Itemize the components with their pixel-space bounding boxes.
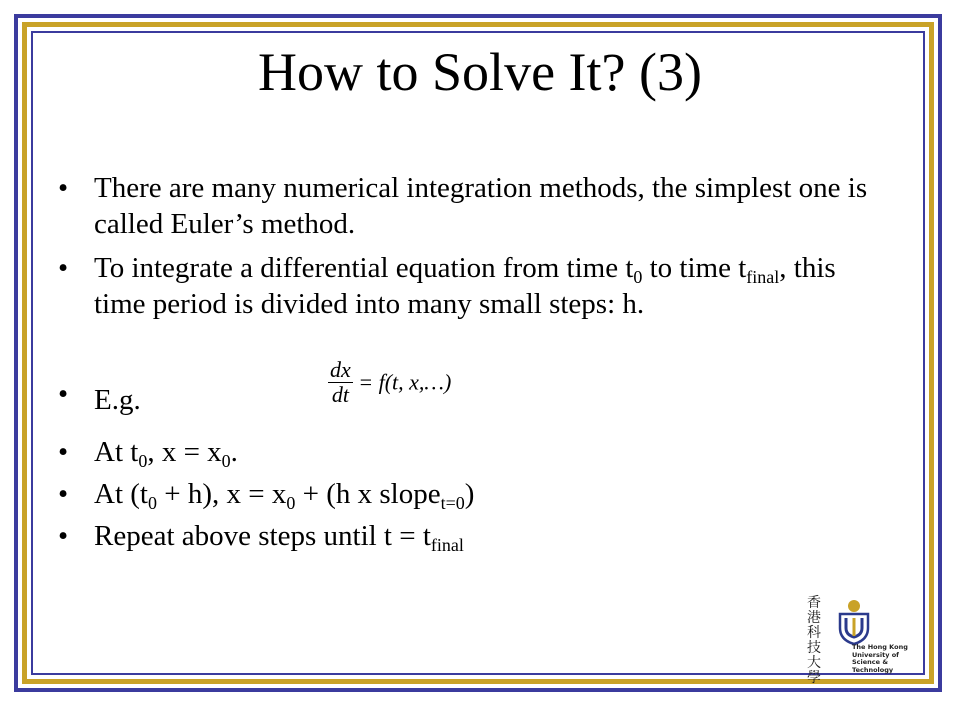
- bullet-text: To integrate a differential equation from time $t_0$ to time $t_{final}$, this time period is divided into many small steps: h.: [94, 252, 836, 320]
- bullet-glyph: •: [58, 478, 69, 510]
- bullet-text: At $t_0$, $x = x_0$.: [94, 436, 238, 471]
- bullet-text: There are many numerical integration methods, the simplest one is called Euler’s method.: [94, 172, 868, 240]
- slide-title: How to Solve It? (3): [258, 42, 702, 102]
- bullet-item: [58, 518, 878, 554]
- bullet-item: [58, 170, 878, 242]
- bullet-item: [58, 434, 878, 470]
- bullet-glyph: •: [58, 172, 69, 204]
- bullet-glyph: •: [58, 436, 69, 468]
- bullet-glyph: •: [58, 252, 69, 284]
- bullet-item: [58, 476, 878, 512]
- bullet-item-example: [58, 357, 878, 428]
- bullet-item: [58, 250, 878, 322]
- bullet-text: Repeat above steps until $t = t_{final}$: [94, 520, 464, 555]
- fraction-denominator: dt: [331, 382, 349, 407]
- bullet-list: [58, 170, 878, 560]
- differential-equation-formula: [328, 358, 451, 407]
- university-crest-icon: [836, 598, 872, 646]
- hkust-logo: [804, 595, 914, 686]
- logo-english-text: The Hong Kong University of Science & Technology: [852, 643, 908, 674]
- bullet-glyph: •: [58, 378, 69, 410]
- derivative-fraction: [328, 358, 353, 407]
- formula-rhs: = f(t, x,…): [358, 369, 452, 395]
- example-label: E.g.: [94, 384, 141, 416]
- bullet-text: At $(t_0 + h)$, $x = x_0 + (h$ x slope$_{t=0}$): [94, 478, 475, 513]
- fraction-numerator: dx: [330, 357, 351, 382]
- bullet-glyph: •: [58, 520, 69, 552]
- logo-chinese-characters: 香 港 科 技 大 學: [807, 595, 821, 686]
